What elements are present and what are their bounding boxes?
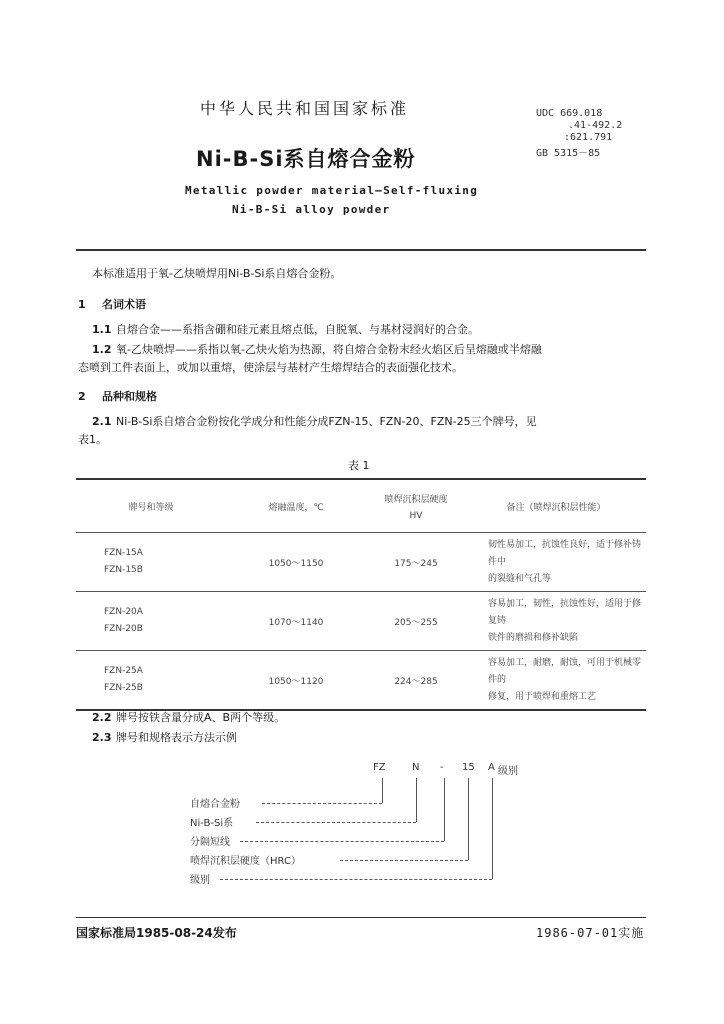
stem-5 xyxy=(492,778,493,879)
clause-text: Ni-B-Si系自熔合金粉按化学成分和性能分成FZN-15、FZN-20、FZN-25三个牌号，见 xyxy=(116,415,537,428)
diagram-label-3: 分隔短线 xyxy=(190,837,230,848)
intro-paragraph: 本标准适用于氧-乙炔喷焊用Ni-B-Si系自熔合金粉。 xyxy=(92,267,342,280)
classification-codes xyxy=(536,108,622,160)
cell-hardness: 175～245 xyxy=(366,533,466,592)
cell-note: 容易加工，韧性，抗蚀性好，适用于修复铸 铁件的磨损和修补缺陷 xyxy=(466,592,646,651)
leader-1 xyxy=(262,803,382,804)
gb-number: GB 5315－85 xyxy=(536,148,601,159)
code-hardness: 15 xyxy=(462,762,475,773)
document-title: Ni-B-Si系自熔合金粉 xyxy=(196,147,416,171)
col-grade: 牌号和等级 xyxy=(76,479,226,533)
clause-number: 2.1 xyxy=(92,415,112,428)
footer-rule xyxy=(76,917,646,918)
clause-text: 自熔合金——系指含硼和硅元素且熔点低，自脱氧、与基材浸润好的合金。 xyxy=(116,323,479,336)
clause-number: 1.2 xyxy=(92,343,112,356)
col-hardness-unit: HV xyxy=(409,510,423,521)
stem-3 xyxy=(444,778,445,841)
table-caption: 表 1 xyxy=(348,459,370,472)
table-header-row xyxy=(76,479,646,533)
code-grade: A xyxy=(488,762,495,773)
clause-number: 1.1 xyxy=(92,323,112,336)
section-2-heading xyxy=(78,388,157,404)
cell-note: 韧性易加工，抗蚀性良好，适于修补铸件中 的裂缝和气孔等 xyxy=(466,533,646,592)
clause-text: 牌号按铁含量分成A、B两个等级。 xyxy=(116,711,286,724)
section-number: 1 xyxy=(78,298,86,311)
udc-code-3: :621.791 xyxy=(564,132,613,143)
spec-table xyxy=(76,478,646,711)
cell-temp: 1050～1150 xyxy=(226,533,366,592)
leader-5 xyxy=(220,879,492,880)
cell-hardness: 205～255 xyxy=(366,592,466,651)
diagram-label-1: 自熔合金粉 xyxy=(190,799,240,810)
clause-text: 牌号和规格表示方法示例 xyxy=(116,731,237,744)
udc-code: UDC 669.018 xyxy=(536,108,603,119)
section-1-heading xyxy=(78,296,146,312)
code-n: N xyxy=(412,762,420,773)
clause-number: 2.2 xyxy=(92,711,112,724)
clause-2-1-cont: 表1。 xyxy=(78,433,107,446)
clause-2-3 xyxy=(92,730,237,745)
clause-2-1 xyxy=(92,414,537,429)
udc-code-2: .41-492.2 xyxy=(568,120,623,131)
col-hardness xyxy=(366,479,466,533)
cell-grade: FZN-20A FZN-20B xyxy=(76,592,226,651)
clause-1-2-cont: 态喷到工件表面上，或加以重熔，使涂层与基材产生熔焊结合的表面强化技术。 xyxy=(78,361,463,374)
cell-temp: 1070～1140 xyxy=(226,592,366,651)
cell-temp: 1050～1120 xyxy=(226,651,366,711)
table-row xyxy=(76,592,646,651)
publish-info: 国家标准局1985-08-24发布 xyxy=(76,926,237,940)
cell-grade: FZN-25A FZN-25B xyxy=(76,651,226,711)
code-grade-label: 级别 xyxy=(498,766,518,777)
table-row xyxy=(76,651,646,711)
leader-2 xyxy=(256,822,416,823)
stem-1 xyxy=(382,778,383,803)
leader-4 xyxy=(340,860,468,861)
col-hardness-label: 喷焊沉积层硬度 xyxy=(384,494,448,505)
section-title: 品种和规格 xyxy=(102,390,157,403)
code-dash: - xyxy=(440,762,444,773)
col-note: 备注（喷焊沉积层性能） xyxy=(466,479,646,533)
cell-hardness: 224～285 xyxy=(366,651,466,711)
clause-2-2 xyxy=(92,710,285,725)
leader-3 xyxy=(240,841,444,842)
header-rule xyxy=(76,249,646,251)
diagram-label-2: Ni-B-Si系 xyxy=(190,818,234,829)
stem-4 xyxy=(468,778,469,860)
table-row xyxy=(76,533,646,592)
clause-text: 氧-乙炔喷焊——系指以氧-乙炔火焰为热源，将自熔合金粉末经火焰区后呈熔融或半熔融 xyxy=(116,343,542,356)
clause-number: 2.3 xyxy=(92,731,112,744)
cell-note: 容易加工，耐磨，耐蚀，可用于机械零件的 修复，用于喷焊和重熔工艺 xyxy=(466,651,646,711)
clause-1-1 xyxy=(92,322,479,337)
english-title-line1: Metallic powder material—Self-fluxing xyxy=(185,184,479,197)
code-fz: FZ xyxy=(373,762,386,773)
section-title: 名词术语 xyxy=(102,298,146,311)
stem-2 xyxy=(416,778,417,822)
diagram-label-5: 级别 xyxy=(190,875,210,886)
diagram-label-4: 喷焊沉积层硬度（HRC） xyxy=(190,856,301,867)
clause-1-2 xyxy=(92,342,542,357)
english-title-line2: Ni-B-Si alloy powder xyxy=(232,203,391,216)
cell-grade: FZN-15A FZN-15B xyxy=(76,533,226,592)
section-number: 2 xyxy=(78,390,86,403)
col-temp: 熔融温度，℃ xyxy=(226,479,366,533)
issuer: 中华人民共和国国家标准 xyxy=(200,99,410,118)
effective-date: 1986-07-01实施 xyxy=(536,926,645,940)
